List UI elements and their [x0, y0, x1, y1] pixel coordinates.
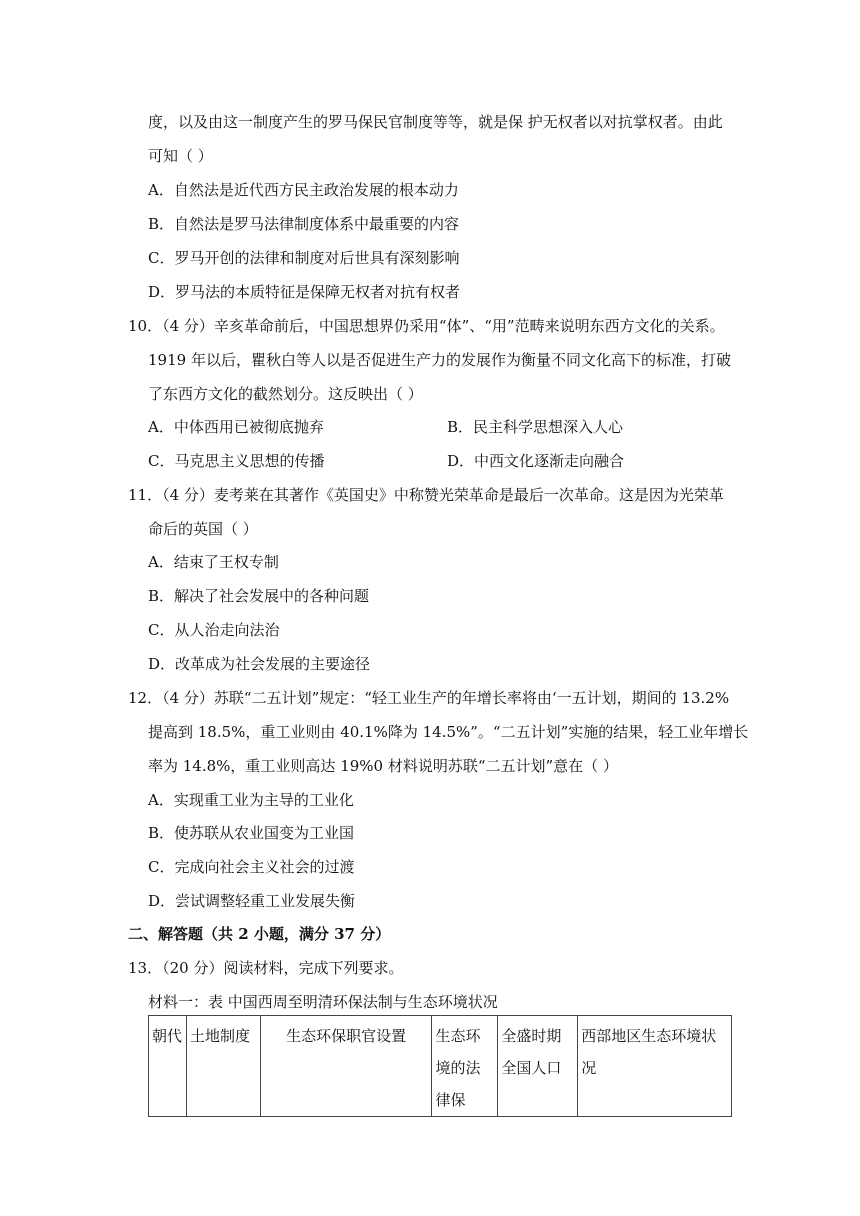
option-b: B．解决了社会发展中的各种问题 — [148, 587, 370, 605]
option-d: D．改革成为社会发展的主要途径 — [148, 655, 371, 673]
question-stem-line: 12．（4 分）苏联“二五计划”规定：“轻工业生产的年增长率将由‘一五计划，期间的 13.2% — [128, 689, 730, 707]
section-heading: 二、解答题（共 2 小题，满分 37 分） — [128, 925, 391, 943]
option-a: A．实现重工业为主导的工业化 — [148, 791, 354, 809]
option-b: B．自然法是罗马法律制度体系中最重要的内容 — [148, 215, 460, 233]
question-stem-line: 命后的英国（ ） — [148, 520, 258, 538]
table-header-cell: 生态环保职官设置 — [260, 1016, 432, 1117]
option-b: B．使苏联从农业国变为工业国 — [148, 824, 355, 842]
question-stem-line: 提高到 18.5%，重工业则由 40.1%降为 14.5%”。“二五计划”实施的结果，轻工业年增长 — [148, 723, 749, 741]
table-header-cell: 全盛时期全国人口 — [498, 1016, 578, 1117]
option-c: C．罗马开创的法律和制度对后世具有深刻影响 — [148, 249, 460, 267]
question-stem-line: 可知（ ） — [148, 147, 213, 165]
question-stem-line: 13．（20 分）阅读材料，完成下列要求。 — [128, 959, 404, 977]
option-c: C．完成向社会主义社会的过渡 — [148, 858, 355, 876]
option-c: C．从人治走向法治 — [148, 621, 280, 639]
material-caption: 材料一：表 中国西周至明清环保法制与生态环境状况 — [148, 993, 498, 1011]
option-a: A．中体西用已被彻底抛弃 — [148, 418, 324, 436]
option-d: D．中西文化逐渐走向融合 — [447, 452, 625, 470]
question-stem-line: 1919 年以后，瞿秋白等人以是否促进生产力的发展作为衡量不同文化高下的标准，打破 — [148, 351, 731, 369]
table-header-cell: 西部地区生态环境状况 — [578, 1016, 732, 1117]
material-table — [148, 1015, 732, 1117]
question-stem-line: 率为 14.8%，重工业则高达 19%0 材料说明苏联“二五计划”意在（ ） — [148, 757, 618, 775]
option-d: D．尝试调整轻重工业发展失衡 — [148, 892, 356, 910]
table-header-cell: 土地制度 — [186, 1016, 260, 1117]
question-stem-line: 度，以及由这一制度产生的罗马保民官制度等等，就是保 护无权者以对抗掌权者。由此 — [148, 113, 723, 131]
option-c: C．马克思主义思想的传播 — [148, 452, 325, 470]
option-a: A．自然法是近代西方民主政治发展的根本动力 — [148, 181, 459, 199]
table-header-row — [149, 1016, 732, 1117]
table-header-cell: 生态环境的法律保 — [432, 1016, 498, 1117]
question-stem-line: 11．（4 分）麦考莱在其著作《英国史》中称赞光荣革命是最后一次革命。这是因为光荣革 — [128, 486, 724, 504]
option-d: D．罗马法的本质特征是保障无权者对抗有权者 — [148, 283, 461, 301]
question-stem-line: 了东西方文化的截然划分。这反映出（ ） — [148, 385, 423, 403]
table-header-cell: 朝代 — [149, 1016, 187, 1117]
question-stem-line: 10．（4 分）辛亥革命前后，中国思想界仍采用“体”、“用”范畴来说明东西方文化的关系。 — [128, 317, 725, 335]
option-a: A．结束了王权专制 — [148, 553, 279, 571]
option-b: B．民主科学思想深入人心 — [447, 418, 624, 436]
